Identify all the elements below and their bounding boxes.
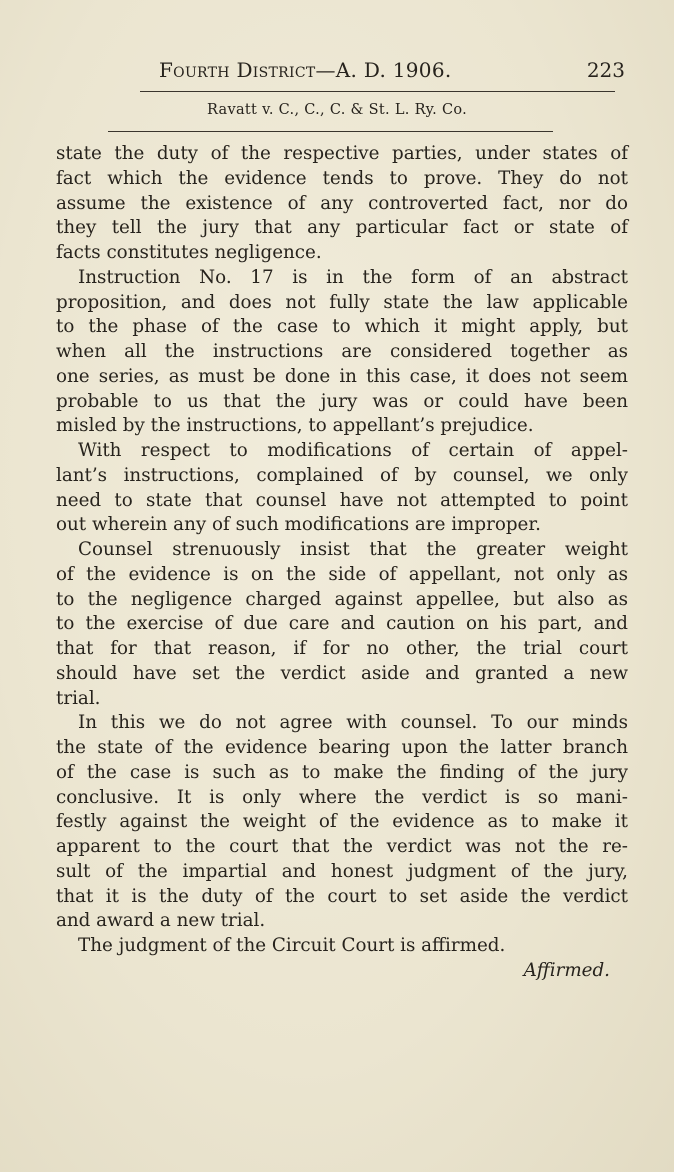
header-rule-top — [140, 91, 615, 92]
text-line: The judgment of the Circuit Court is affirmed. — [78, 935, 506, 956]
text-line: apparent to the court that the verdict was not the re- — [56, 836, 628, 857]
text-line: of the evidence is on the side of appellant, not only as — [56, 563, 628, 585]
text-line: In this we do not agree with counsel. To our minds — [78, 712, 628, 734]
text-line: conclusive. It is only where the verdict is so mani- — [56, 786, 628, 808]
running-title: Fourth District—A. D. 1906. — [159, 58, 452, 82]
text-line: With respect to modifications of certain of appel- — [78, 440, 628, 461]
text-line: facts constitutes negligence. — [56, 242, 322, 263]
text-line: misled by the instructions, to appellant’s prejudice. — [56, 415, 534, 437]
text-line: the state of the evidence bearing upon the latter branch — [56, 737, 628, 758]
text-line: festly against the weight of the evidence as to make it — [56, 811, 628, 833]
text-line: one series, as must be done in this case, it does not seem — [56, 365, 628, 387]
text-line: should have set the verdict aside and granted a new — [56, 662, 628, 684]
running-head — [55, 58, 625, 88]
case-caption: Ravatt v. C., C., C. & St. L. Ry. Co. — [206, 102, 468, 118]
text-line: to the negligence charged against appellee, but also as — [56, 588, 628, 610]
text-line: assume the existence of any controverted fact, nor do — [56, 192, 628, 214]
text-line: and award a new trial. — [56, 910, 266, 932]
text-line: probable to us that the jury was or could have been — [56, 390, 628, 412]
body-text — [56, 142, 628, 984]
text-line: to the exercise of due care and caution on his part, and — [56, 613, 628, 635]
signoff: Affirmed. — [523, 959, 610, 981]
text-line: state the duty of the respective parties, under states of — [56, 143, 628, 164]
text-line: that for that reason, if for no other, the trial court — [56, 638, 628, 659]
text-line: trial. — [56, 687, 101, 709]
text-line: they tell the jury that any particular fact or state of — [56, 217, 628, 239]
text-line: Counsel strenuously insist that the greater weight — [78, 539, 628, 560]
text-line: fact which the evidence tends to prove. They do not — [56, 167, 628, 189]
text-line: when all the instructions are considered together as — [56, 341, 628, 362]
text-line: Instruction No. 17 is in the form of an abstract — [78, 266, 628, 288]
header-rule-bottom — [108, 131, 553, 132]
text-line: lant’s instructions, complained of by counsel, we only — [56, 464, 628, 486]
page-number: 223 — [586, 58, 625, 82]
text-line: proposition, and does not fully state the law applicable — [56, 291, 628, 313]
text-line: of the case is such as to make the finding of the jury — [56, 761, 628, 783]
text-line: sult of the impartial and honest judgment of the jury, — [56, 860, 628, 882]
text-line: out wherein any of such modifications are improper. — [56, 514, 541, 536]
text-line: to the phase of the case to which it might apply, but — [56, 316, 628, 338]
text-line: need to state that counsel have not attempted to point — [56, 489, 628, 511]
text-line: that it is the duty of the court to set aside the verdict — [56, 885, 628, 907]
